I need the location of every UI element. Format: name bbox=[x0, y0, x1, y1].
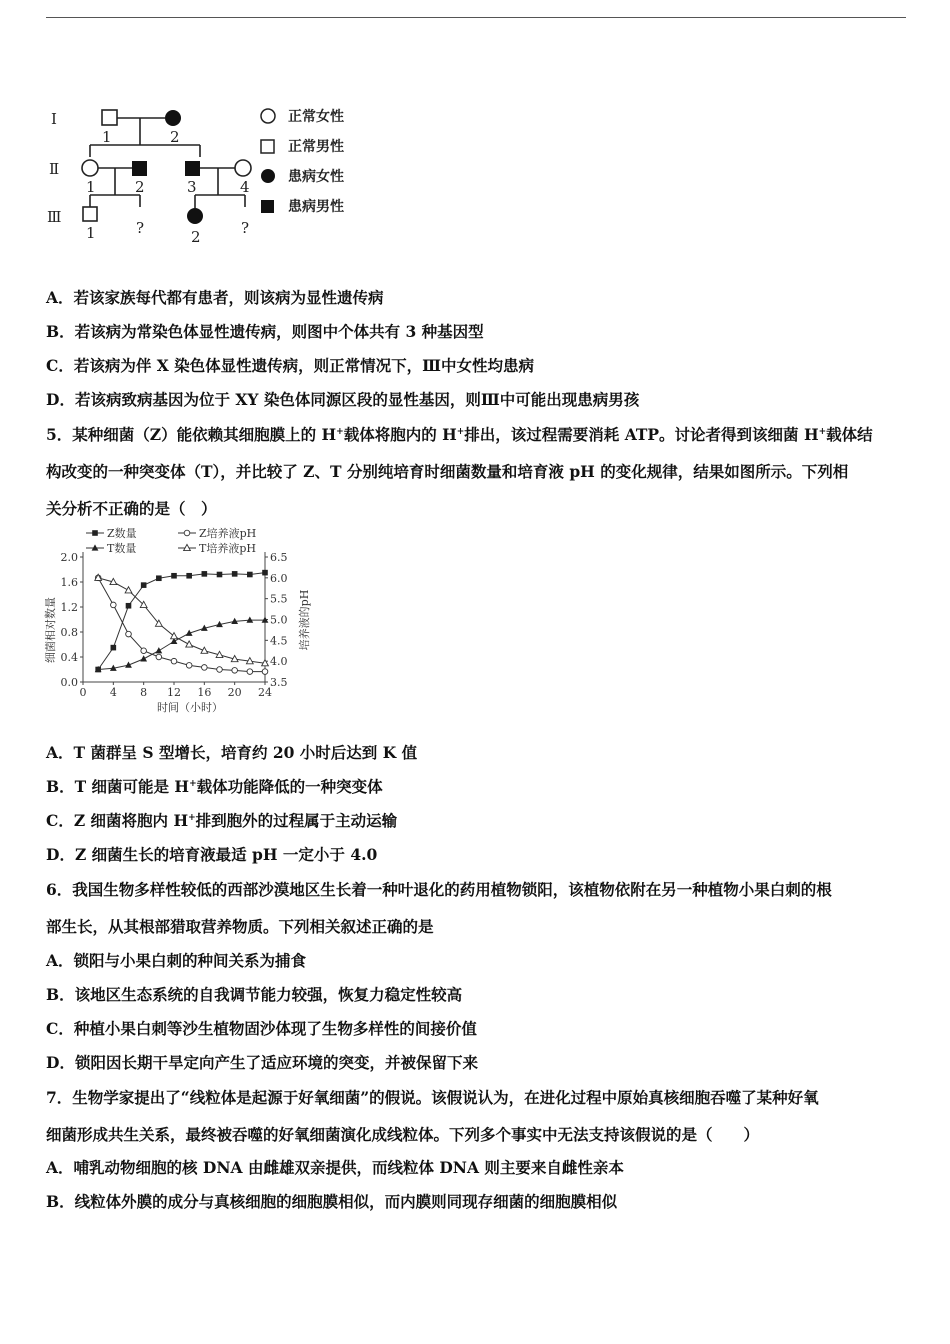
individual-number: 2 bbox=[170, 128, 180, 146]
data-point bbox=[155, 647, 162, 653]
legend-label: Z培养液pH bbox=[199, 527, 257, 540]
q5-option-a: A．T 菌群呈 S 型增长，培育约 20 小时后达到 K 值 bbox=[46, 743, 418, 762]
q5-chart bbox=[40, 525, 330, 720]
legend-normal-male-icon bbox=[261, 140, 274, 153]
q6-option-c: C．种植小果白刺等沙生植物固沙体现了生物多样性的间接价值 bbox=[46, 1019, 477, 1038]
data-point bbox=[262, 669, 268, 675]
individual-number: 2 bbox=[135, 178, 145, 196]
q4-option-b: B．若该病为常染色体显性遗传病，则图中个体共有 3 种基因型 bbox=[46, 322, 484, 341]
q6-stem-line1: 6．我国生物多样性较低的西部沙漠地区生长着一种叶退化的药用植物锁阳，该植物依附在另一种植物小果白刺的根 bbox=[46, 880, 832, 899]
q4-option-d: D．若该病致病基因为位于 XY 染色体同源区段的显性基因，则Ⅲ中可能出现患病男孩 bbox=[46, 390, 640, 409]
legend-label: T培养液pH bbox=[199, 542, 256, 555]
x-tick-label: 8 bbox=[140, 686, 148, 699]
y-tick-label: 0.8 bbox=[60, 626, 78, 639]
data-point bbox=[217, 572, 223, 578]
data-point bbox=[202, 571, 208, 577]
data-point bbox=[186, 573, 192, 579]
unknown-mark: ? bbox=[136, 219, 145, 237]
y-right-tick-label: 6.0 bbox=[270, 571, 288, 585]
data-point bbox=[171, 658, 177, 664]
q5-option-d: D．Z 细菌生长的培育液最适 pH 一定小于 4.0 bbox=[46, 845, 378, 864]
q5-stem-line3: 关分析不正确的是（ ） bbox=[46, 499, 217, 518]
data-point bbox=[140, 655, 147, 661]
data-point bbox=[126, 631, 132, 637]
data-point bbox=[125, 587, 132, 593]
individual-number: 1 bbox=[86, 178, 96, 196]
data-point bbox=[141, 648, 147, 654]
q5-stem-line2: 构改变的一种突变体（T），并比较了 Z、T 分别纯培育时细菌数量和培育液 pH 的变化规律，结果如图所示。下列相 bbox=[46, 462, 849, 481]
y-right-tick-label: 3.5 bbox=[270, 676, 288, 689]
q4-option-a: A．若该家族每代都有患者，则该病为显性遗传病 bbox=[46, 288, 384, 307]
unknown-mark: ? bbox=[241, 219, 250, 237]
data-point bbox=[156, 654, 162, 660]
legend-label: 正常男性 bbox=[288, 139, 344, 155]
individual-number: 4 bbox=[240, 178, 250, 196]
x-tick-label: 12 bbox=[167, 686, 181, 699]
pedigree-I-2 bbox=[165, 110, 181, 126]
pedigree-II-4 bbox=[235, 160, 251, 176]
data-point bbox=[126, 603, 132, 609]
legend-affected-female-icon bbox=[261, 169, 275, 183]
data-point bbox=[247, 669, 253, 675]
pedigree-II-2 bbox=[132, 161, 147, 176]
y-right-tick-label: 4.5 bbox=[270, 634, 288, 648]
pedigree-III-2 bbox=[187, 208, 203, 224]
q7-stem-line1: 7．生物学家提出了“线粒体是起源于好氧细菌”的假说。该假说认为，在进化过程中原始真核细胞吞噬了某种好氧 bbox=[46, 1088, 819, 1107]
q7-option-a: A．哺乳动物细胞的核 DNA 由雌雄双亲提供，而线粒体 DNA 则主要来自雌性亲本 bbox=[46, 1158, 624, 1177]
data-point bbox=[111, 645, 117, 651]
q6-option-a: A．锁阳与小果白刺的种间关系为捕食 bbox=[46, 951, 307, 970]
pedigree-figure bbox=[40, 95, 370, 255]
chart-ylabel: 细菌相对数量 bbox=[44, 597, 57, 663]
q6-stem-line2: 部生长，从其根部猎取营养物质。下列相关叙述正确的是 bbox=[46, 917, 434, 936]
x-tick-label: 24 bbox=[258, 686, 272, 699]
pedigree-I-1 bbox=[102, 110, 117, 125]
legend-label: 患病女性 bbox=[288, 169, 344, 185]
chart-xlabel: 时间（小时） bbox=[157, 701, 223, 714]
data-point bbox=[202, 665, 208, 671]
q5-option-b: B．T 细菌可能是 H+载体功能降低的一种突变体 bbox=[46, 777, 383, 796]
y-right-tick-label: 5.0 bbox=[270, 613, 288, 627]
y-tick-label: 1.6 bbox=[60, 576, 78, 589]
data-point bbox=[184, 530, 190, 536]
data-point bbox=[232, 668, 238, 674]
individual-number: 1 bbox=[102, 128, 112, 146]
generation-label: Ⅲ bbox=[47, 208, 62, 226]
y-tick-label: 2.0 bbox=[60, 551, 78, 564]
individual-number: 3 bbox=[187, 178, 197, 196]
legend-label: T数量 bbox=[107, 542, 137, 555]
chart-ylabel-right: 培养液的pH bbox=[298, 589, 311, 651]
generation-label: Ⅱ bbox=[49, 160, 60, 178]
y-tick-label: 1.2 bbox=[60, 601, 78, 614]
legend-affected-male-icon bbox=[261, 200, 274, 213]
data-point bbox=[111, 602, 117, 608]
data-point bbox=[141, 582, 147, 588]
legend-label: 正常女性 bbox=[288, 109, 344, 125]
q7-stem-line2: 细菌形成共生关系，最终被吞噬的好氧细菌演化成线粒体。下列多个事实中无法支持该假说的是（ ） bbox=[46, 1125, 760, 1144]
q6-option-b: B．该地区生态系统的自我调节能力较强，恢复力稳定性较高 bbox=[46, 985, 463, 1004]
individual-number: 1 bbox=[86, 224, 96, 242]
generation-label: Ⅰ bbox=[51, 110, 57, 128]
y-tick-label: 0.0 bbox=[60, 676, 78, 689]
series-line bbox=[98, 578, 265, 672]
y-right-tick-label: 4.0 bbox=[270, 655, 288, 669]
q5-option-c: C．Z 细菌将胞内 H+排到胞外的过程属于主动运输 bbox=[46, 811, 398, 830]
y-tick-label: 0.4 bbox=[60, 651, 78, 664]
header-rule bbox=[46, 17, 906, 18]
q5-stem-line1: 5．某种细菌（Z）能依赖其细胞膜上的 H+载体将胞内的 H+排出，该过程需要消耗 ATP。讨论者得到该细菌 H+载体结 bbox=[46, 425, 873, 444]
legend-label: Z数量 bbox=[107, 527, 137, 540]
data-point bbox=[171, 573, 177, 579]
q7-option-b: B．线粒体外膜的成分与真核细胞的细胞膜相似，而内膜则同现存细菌的细胞膜相似 bbox=[46, 1192, 618, 1211]
legend-normal-female-icon bbox=[261, 109, 275, 123]
data-point bbox=[262, 570, 268, 576]
x-tick-label: 4 bbox=[109, 686, 117, 699]
pedigree-III-1 bbox=[83, 207, 97, 221]
data-point bbox=[217, 667, 223, 673]
data-point bbox=[171, 633, 178, 639]
y-right-tick-label: 6.5 bbox=[270, 551, 288, 564]
data-point bbox=[232, 571, 238, 577]
pedigree-II-3 bbox=[185, 161, 200, 176]
data-point bbox=[186, 641, 193, 647]
y-right-tick-label: 5.5 bbox=[270, 592, 288, 606]
data-point bbox=[92, 530, 98, 536]
individual-number: 2 bbox=[191, 228, 201, 246]
x-tick-label: 0 bbox=[79, 686, 87, 699]
data-point bbox=[247, 572, 253, 578]
data-point bbox=[156, 575, 162, 581]
q4-option-c: C．若该病为伴 X 染色体显性遗传病，则正常情况下，Ⅲ中女性均患病 bbox=[46, 356, 535, 375]
q6-option-d: D．锁阳因长期干旱定向产生了适应环境的突变，并被保留下来 bbox=[46, 1053, 478, 1072]
pedigree-II-1 bbox=[82, 160, 98, 176]
x-tick-label: 16 bbox=[197, 686, 212, 699]
data-point bbox=[186, 663, 192, 669]
legend-label: 患病男性 bbox=[288, 199, 344, 215]
x-tick-label: 20 bbox=[227, 686, 242, 699]
series-line bbox=[98, 620, 265, 669]
